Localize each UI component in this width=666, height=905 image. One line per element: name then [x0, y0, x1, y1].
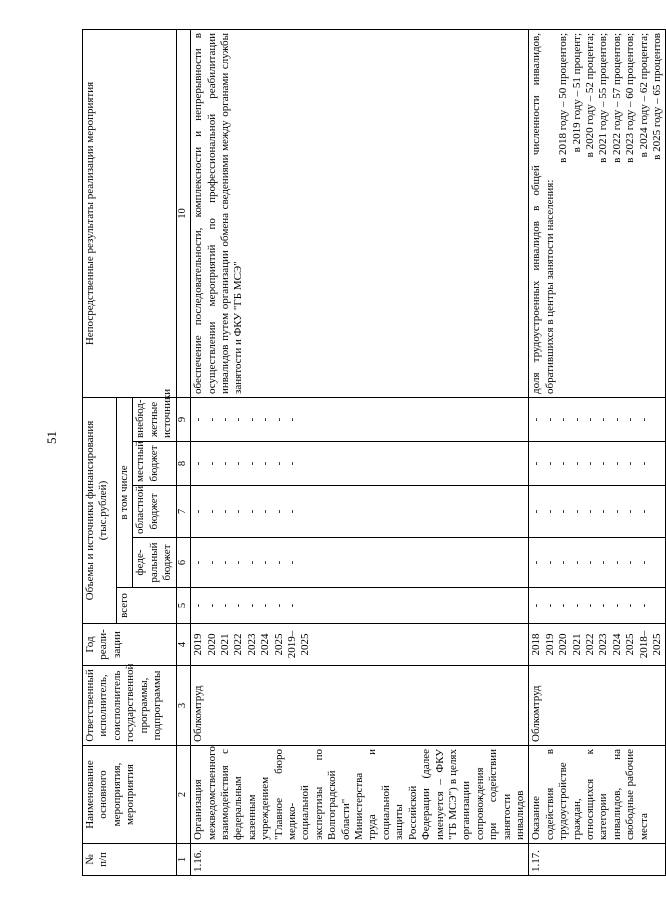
- col-number: 5: [177, 588, 191, 624]
- regional-values: - - - - - - - -: [191, 486, 529, 538]
- year: 2024: [610, 633, 623, 656]
- result-item: в 2022 году – 57 процентов;: [610, 32, 623, 163]
- year: 2019: [192, 633, 205, 656]
- years-cell: [529, 624, 666, 666]
- header-regional: областной бюджет: [133, 486, 177, 538]
- header-funding: Объемы и источники финансирования (тыс.рублей): [83, 397, 117, 623]
- result-item: в 2019 году – 51 процент;: [570, 32, 583, 153]
- header-federal: феде-ральный бюджет: [133, 538, 177, 588]
- rotated-page: [82, 30, 664, 876]
- col-number: 3: [177, 666, 191, 746]
- offbudget-values: - - - - - - - -: [191, 397, 529, 441]
- measure-name: Организация межведомственного взаимодействия с федеральным казенным учреждением "Главное бюро медико-социальной экспертизы по Волгоградской области" Министерства труда и социальной защиты Российской Федерации (далее именуется – ФКУ "ГБ МСЭ") в целях организации сопровождения при содействии занятости инвалидов: [191, 746, 529, 844]
- result-item: в 2023 году – 60 процентов;: [624, 32, 637, 163]
- result-heading: доля трудоустроенных инвалидов в общей численности инвалидов, обратившихся в центры занятости населения:: [530, 32, 556, 394]
- table-row: [529, 29, 666, 875]
- header-num: № п/п: [83, 844, 177, 876]
- responsible-executor: Облкомтруд: [191, 666, 529, 746]
- year: 2023: [245, 633, 258, 656]
- federal-values: - - - - - - - -: [191, 538, 529, 588]
- header-including: в том числе: [117, 397, 133, 587]
- year-total: 2018–2025: [637, 630, 664, 659]
- row-number: 1.16.: [191, 844, 529, 876]
- col-number: 7: [177, 486, 191, 538]
- year: 2022: [583, 633, 596, 656]
- header-results: Непосредственные результаты реализации мероприятия: [83, 29, 177, 397]
- responsible-executor: Облкомтруд: [529, 666, 666, 746]
- year: 2021: [219, 633, 232, 656]
- year: 2019: [543, 633, 556, 656]
- result-text: обеспечение последовательности, комплексности и непрерывности в осуществлении мероприятий по профессиональной реабилитации инвалидов путем организации обмена сведениями между органами службы занятости и ФКУ "ГБ МСЭ": [191, 29, 529, 397]
- column-number-row: [177, 29, 191, 875]
- header-responsible: Ответственный исполнитель, соисполнитель государственной программы, подпрограммы: [83, 666, 177, 746]
- row-number: 1.17.: [529, 844, 666, 876]
- year: 2020: [557, 633, 570, 656]
- year: 2021: [570, 633, 583, 656]
- header-total: всего: [117, 588, 177, 624]
- year: 2018: [530, 633, 543, 656]
- year: 2024: [259, 633, 272, 656]
- year: 2025: [272, 633, 285, 656]
- result-item: в 2021 году – 55 процентов;: [597, 32, 610, 163]
- result-item: в 2018 году – 50 процентов;: [557, 32, 570, 163]
- col-number: 1: [177, 844, 191, 876]
- col-number: 10: [177, 29, 191, 397]
- header-offbudget: внебюд-жетные источники: [133, 397, 177, 441]
- result-cell: [529, 29, 666, 397]
- header-local: местный бюджет: [133, 442, 177, 486]
- col-number: 4: [177, 624, 191, 666]
- year: 2025: [624, 633, 637, 656]
- federal-values: - - - - - - - - -: [529, 538, 666, 588]
- result-item: в 2020 году – 52 процента;: [583, 32, 596, 158]
- years-cell: [191, 624, 529, 666]
- year: 2020: [205, 633, 218, 656]
- col-number: 2: [177, 746, 191, 844]
- result-item: в 2025 году – 65 процентов: [651, 32, 664, 160]
- total-values: - - - - - - - - -: [529, 588, 666, 624]
- regional-values: - - - - - - - - -: [529, 486, 666, 538]
- offbudget-values: - - - - - - - - -: [529, 397, 666, 441]
- col-number: 6: [177, 538, 191, 588]
- program-table: [82, 29, 666, 876]
- header-year: Год реали-зации: [83, 624, 177, 666]
- result-item: в 2024 году – 62 процента;: [637, 32, 650, 158]
- year: 2022: [232, 633, 245, 656]
- total-values: - - - - - - - -: [191, 588, 529, 624]
- local-values: - - - - - - - - -: [529, 442, 666, 486]
- local-values: - - - - - - - -: [191, 442, 529, 486]
- measure-name: Оказание содействия в трудоустройстве граждан, относящихся к категории инвалидов, на свободные рабочие места: [529, 746, 666, 844]
- year-total: 2019–2025: [286, 630, 312, 659]
- table-row: [191, 29, 529, 875]
- year: 2023: [597, 633, 610, 656]
- page-number: 51: [44, 431, 59, 444]
- col-number: 9: [177, 397, 191, 441]
- col-number: 8: [177, 442, 191, 486]
- header-name: Наименование основного мероприятия, мероприятия: [83, 746, 177, 844]
